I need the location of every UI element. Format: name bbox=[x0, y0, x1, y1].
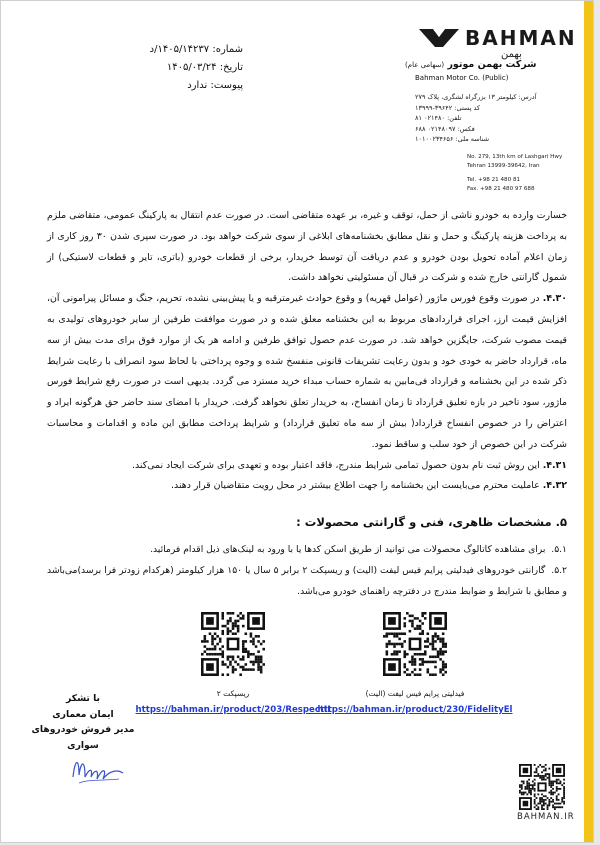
company-type: (سهامی عام) bbox=[405, 61, 445, 69]
item-5-2 bbox=[47, 560, 567, 602]
clause-text: عاملیت محترم می‌بایست این بخشنامه را جهت اطلاع بیشتر در محل رویت متقاضیان قرار دهند. bbox=[171, 480, 540, 492]
clause-number: ۴.۳۰. bbox=[542, 293, 567, 305]
logo-wordmark: BAHMAN bbox=[465, 26, 577, 50]
letter-number: شماره: ۱۴۰۵/۱۴۲۳۷/د bbox=[149, 44, 243, 55]
clause-text: در صورت وقوع فورس ماژور (عوامل قهریه) و وقوع حوادث غیرمترقبه و یا پیش‌بینی نشده، تحریم، جنگ و مسائل پیرامونی آن، افزایش قیمت ارز، اجرای قراردادهای مربوط به این بخشنامه معلق شده و در صورت موافقت طرفین از سایر خودروهای تولیدی به قیمت مصوب شرکت، جایگزین خواهد شد. در صورت عدم حصول توافق طرفین و ادامه هر یک از موارد فوق برای مدت بیش از سه ماه، قرارداد حاضر به خودی خود و بدون رعایت تشریفات قانونی منفسخ شده و وجوه پرداختی با لحاظ سود انصراف با رعایت شرایط ذکر شده در این بخشنامه و قرارداد فی‌مابین به شماره حساب مبداء خرید مسترد می گردد. بدیهی است در صورت رفع شرایط فورس ماژور، سود تاخیر در بازه تعلیق قرارداد تا زمان انفساخ، به خریدار تعلق نخواهد گرفت. خریدار با امضای سند حاضر حق هرگونه ایراد و اعتراض را در خصوص انفساخ قرارداد( بیش از سه ماه تعلیق قرارداد) و شرایط پرداخت مطابق این ماده و اقدامات و محاسبات شرکت در این خصوص از خود سلب و ساقط نمود. bbox=[47, 293, 567, 450]
qr-code-icon bbox=[201, 612, 265, 676]
link-fidelity[interactable]: https://bahman.ir/product/230/FidelityEl bbox=[317, 705, 513, 715]
letter-date: تاریخ: ۱۴۰۵/۰۳/۲۴ bbox=[166, 62, 243, 73]
company-name-fa bbox=[405, 59, 555, 70]
qr-code-icon bbox=[383, 612, 447, 676]
qr-code-icon bbox=[519, 764, 565, 810]
letter-body bbox=[47, 206, 567, 497]
site-url[interactable]: BAHMAN.IR bbox=[517, 812, 575, 822]
signer-title: مدیر فروش خودروهای سواری bbox=[31, 724, 135, 751]
item-5-1 bbox=[47, 539, 567, 560]
company-name: شرکت بهمن موتور bbox=[447, 59, 537, 70]
national-id-fa: شناسه ملی: ۱۰۱۰۰۲۳۴۶۵۶ bbox=[415, 135, 490, 144]
address-en-2: Tehran 13999-39642, Iran bbox=[467, 162, 540, 169]
tel-en: Tel. +98 21 480 81 bbox=[467, 177, 521, 184]
postal-fa: کد پستی: ۳۹۶۴۲-۱۳۹۹۹ bbox=[415, 103, 481, 112]
clause-number: ۴.۳۱. bbox=[542, 459, 567, 471]
qr-code-fidelity[interactable] bbox=[383, 612, 447, 676]
letter-attachment: پیوست: ندارد bbox=[187, 80, 243, 91]
clause-4-30 bbox=[47, 289, 567, 455]
address-en-1: No. 279, 13th km of Lashgari Hwy bbox=[467, 154, 563, 160]
item-text: برای مشاهده کاتالوگ محصولات می توانید از طریق اسکن کدها یا با ورود به لینک‌های ذیل اقدام فرمائید. bbox=[150, 544, 546, 555]
company-name-en: Bahman Motor Co. (Public) bbox=[415, 74, 509, 82]
clause-number: ۴.۳۲. bbox=[542, 480, 567, 492]
clause-text: این روش ثبت نام بدون حصول تمامی شرایط مندرج، فاقد اعتبار بوده و تعهدی برای شرکت ایجاد نمی‌کند. bbox=[132, 459, 540, 471]
qr-caption-fidelity: فیدلیتی پرایم فیس لیفت (الیت) bbox=[365, 689, 465, 698]
section-5-title: ۵. مشخصات ظاهری، فنی و گارانتی محصولات : bbox=[296, 515, 567, 529]
qr-code-respect[interactable] bbox=[201, 612, 265, 676]
link-respect[interactable]: https://bahman.ir/product/203/RespectII bbox=[135, 705, 331, 715]
signature-block bbox=[17, 691, 149, 753]
address-fa: آدرس: کیلومتر ۱۳ بزرگراه لشگری، پلاک ۲۷۹ bbox=[415, 93, 537, 101]
qr-caption-respect: ریسپکت ۲ bbox=[216, 689, 250, 698]
letter-meta bbox=[133, 41, 243, 95]
logo-wordmark-fa: بهمن bbox=[501, 49, 522, 60]
accent-stripe bbox=[584, 1, 593, 842]
paragraph-continuation: خسارت وارده به خودرو ناشی از حمل، توقف و غیره، بر عهده متقاضی است. در صورت عدم انتقال به پارکینگ عمومی، متقاضی ملزم به پرداخت هزینه پارکینگ و حمل و نقل مطابق بخشنامه‌های ابلاغی از سوی شرکت خواهد بود. در صورت سپری شدن ۳۰ روز کاری از زمان اعلام آماده تحویل بودن خودرو و عدم دریافت آن توسط خریدار، برخی از قطعات خودرو (باتری، تایر و قطعات لاستیکی) از شمول گارانتی خارج شده و شرکت در قبال آن مسئولیتی نخواهد داشت. bbox=[47, 210, 568, 284]
contact-fa bbox=[415, 92, 575, 145]
item-text: گارانتی خودروهای فیدلیتی پرایم فیس لیفت (الیت) و ریسپکت ۲ برابر ۵ سال یا ۱۵۰ هزار کیلومتر (هرکدام زودتر فرا برسد)می‌باشد و مطابق با شرایط و ضوابط مندرج در دفترچه راهنمای خودرو می‌باشد. bbox=[47, 565, 567, 597]
logo-mark-icon bbox=[419, 27, 459, 49]
fax-en: Fax. +98 21 480 97 688 bbox=[467, 185, 535, 192]
contact-en bbox=[467, 153, 562, 193]
signer-name: ایمان معماری bbox=[52, 708, 114, 720]
sign-thanks: با تشکر bbox=[66, 693, 100, 704]
fax-fa: فکس: ۰۲۱۴۸۰۹۷ ۶۸۸ bbox=[415, 124, 475, 133]
phone-fa: تلفن: ۰۲۱۴۸۰ ۸۱ bbox=[415, 114, 462, 123]
qr-code-site[interactable] bbox=[519, 764, 565, 810]
item-number: ۵.۲. bbox=[551, 565, 567, 576]
handwritten-signature bbox=[69, 753, 129, 787]
clause-4-31 bbox=[47, 456, 567, 477]
clause-4-32 bbox=[47, 476, 567, 497]
item-number: ۵.۱. bbox=[551, 544, 567, 555]
section-5-list bbox=[47, 539, 567, 602]
